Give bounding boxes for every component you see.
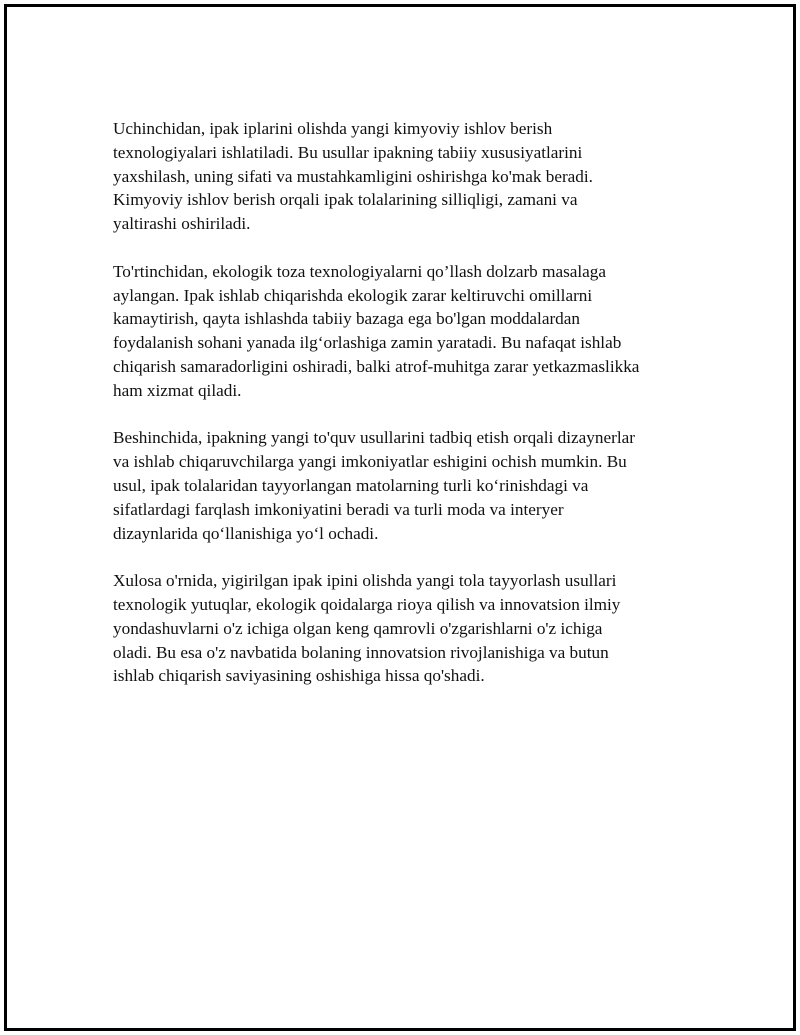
document-body — [113, 117, 703, 712]
paragraph-3: Beshinchida, ipakning yangi to'quv usullarini tadbiq etish orqali dizaynerlar va ishlab chiqaruvchilarga yangi imkoniyatlar eshigini ochish mumkin. Bu usul, ipak tolalaridan tayyorlangan matolarning turli ko‘rinishdagi va sifatlardagi farqlash imkoniyatini beradi va turli moda va interyer dizaynlarida qo‘llanishiga yo‘l ochadi. — [113, 428, 635, 543]
paragraph-1: Uchinchidan, ipak iplarini olishda yangi kimyoviy ishlov berish texnologiyalari ishlatiladi. Bu usullar ipakning tabiiy xususiyatlarini yaxshilash, uning sifati va mustahkamligini oshirishga ko'mak beradi. Kimyoviy ishlov berish orqali ipak tolalarining silliqligi, zamani va yaltirashi oshiriladi. — [113, 119, 593, 234]
paragraph-4: Xulosa o'rnida, yigirilgan ipak ipini olishda yangi tola tayyorlash usullari texnologik yutuqlar, ekologik qoidalarga rioya qilish va innovatsion ilmiy yondashuvlarni o'z ichiga olgan keng qamrovli o'zgarishlarni o'z ichiga oladi. Bu esa o'z navbatida bolaning innovatsion rivojlanishiga va butun ishlab chiqarish saviyasining oshishiga hissa qo'shadi. — [113, 571, 621, 686]
paragraph-2: To'rtinchidan, ekologik toza texnologiyalarni qo’llash dolzarb masalaga aylangan. Ipak ishlab chiqarishda ekologik zarar keltiruvchi omillarni kamaytirish, qayta ishlashda tabiiy bazaga ega bo'lgan moddalardan foydalanish sohani yanada ilg‘orlashiga zamin yaratadi. Bu nafaqat ishlab chiqarish samaradorligini oshiradi, balki atrof-muhitga zarar yetkazmaslikka ham xizmat qiladi. — [113, 261, 640, 400]
